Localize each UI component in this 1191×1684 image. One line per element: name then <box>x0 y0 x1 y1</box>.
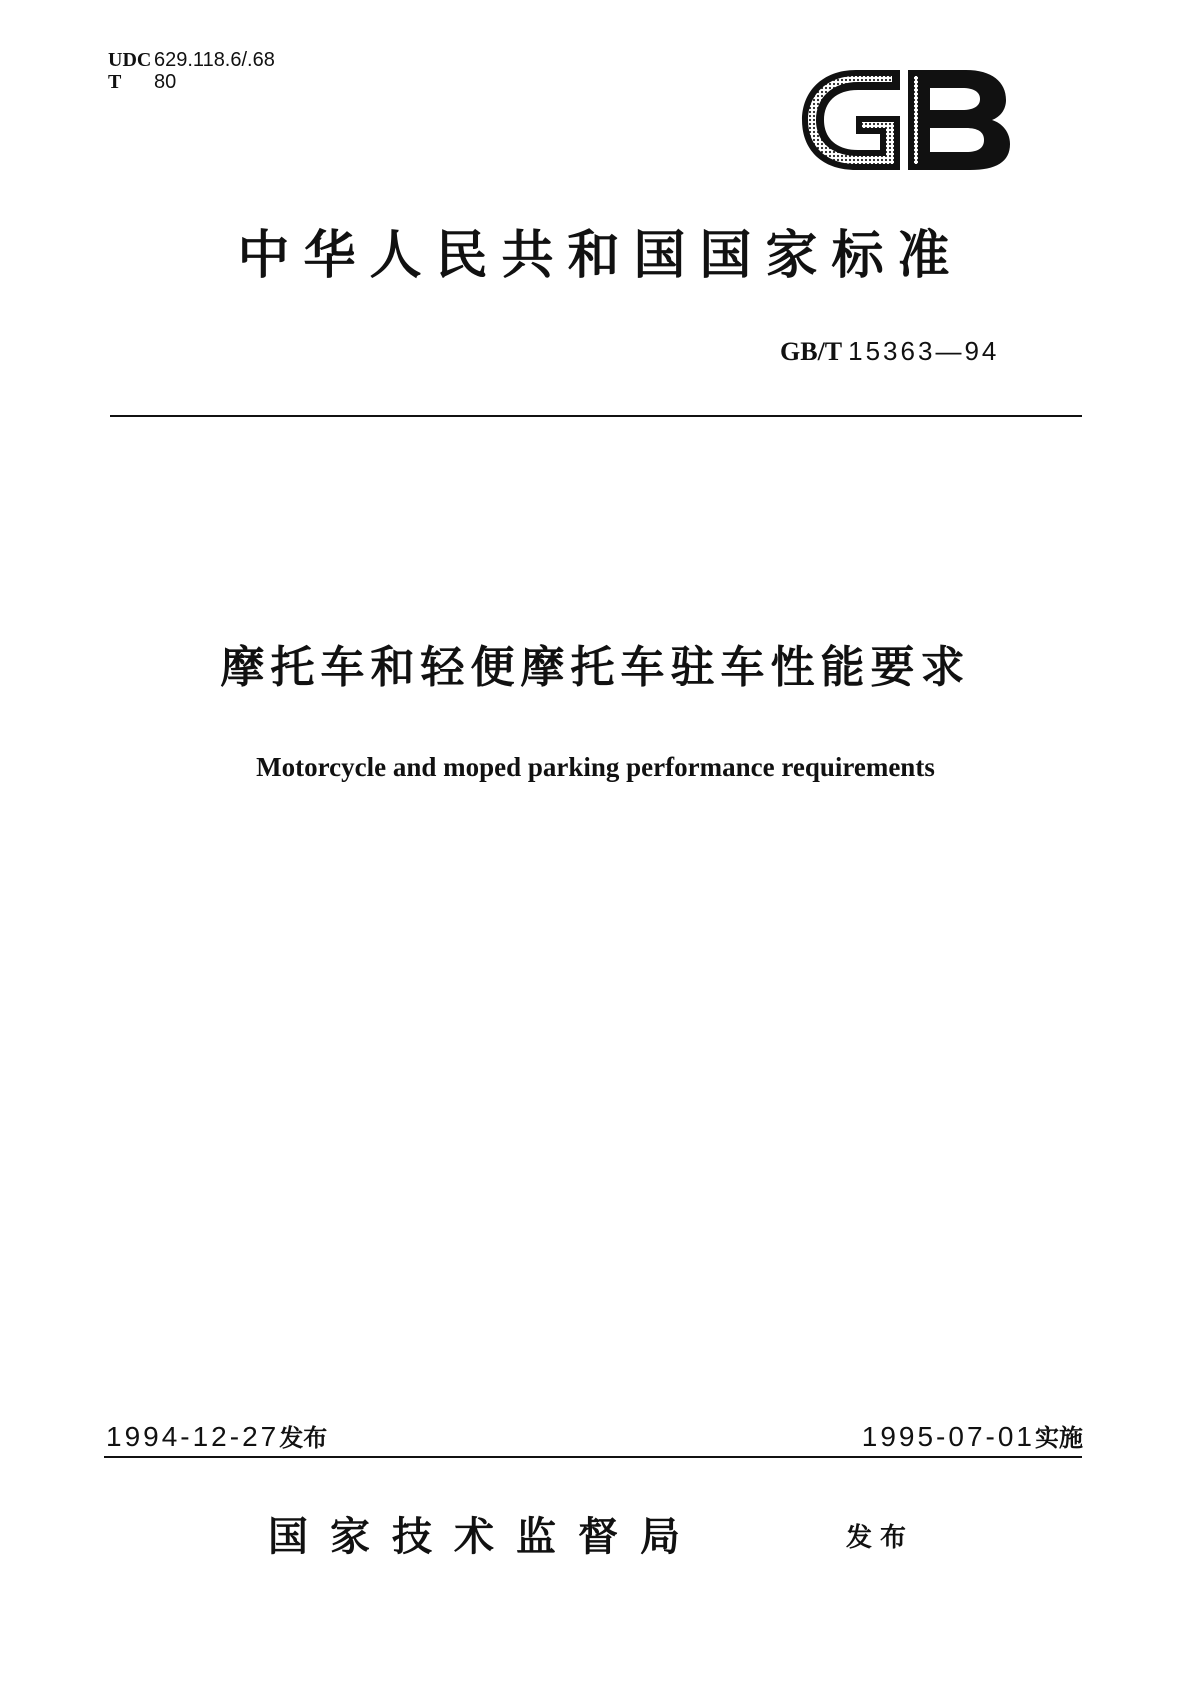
issue-date-suffix: 发布 <box>279 1424 328 1452</box>
document-title-cn: 摩托车和轻便摩托车驻车性能要求 <box>220 642 971 693</box>
implement-date <box>862 1420 1083 1455</box>
standard-title: 中华人民共和国国家标准 <box>237 225 964 286</box>
standard-number <box>780 336 999 367</box>
udc-code <box>108 48 275 71</box>
udc-value: 629.118.6/.68 <box>154 49 275 71</box>
standard-number-prefix: GB/T <box>780 337 843 366</box>
implement-date-suffix: 实施 <box>1035 1424 1083 1452</box>
standard-number-value: 15363—94 <box>848 336 1000 366</box>
header-divider <box>110 415 1082 417</box>
implement-date-value: 1995-07-01 <box>861 1421 1035 1452</box>
issuer-name: 国家技术监督局 <box>268 1513 702 1560</box>
t-code <box>108 70 176 93</box>
footer-divider <box>104 1456 1082 1458</box>
t-value: 80 <box>154 71 177 93</box>
udc-label: UDC <box>108 49 152 71</box>
t-label: T <box>108 71 122 93</box>
document-title-en: Motorcycle and moped parking performance requirements <box>256 752 935 782</box>
issue-date-value: 1994-12-27 <box>106 1421 280 1452</box>
issue-date <box>106 1420 327 1455</box>
gb-logo-icon <box>796 62 1014 178</box>
issuer-action: 发布 <box>846 1523 915 1553</box>
